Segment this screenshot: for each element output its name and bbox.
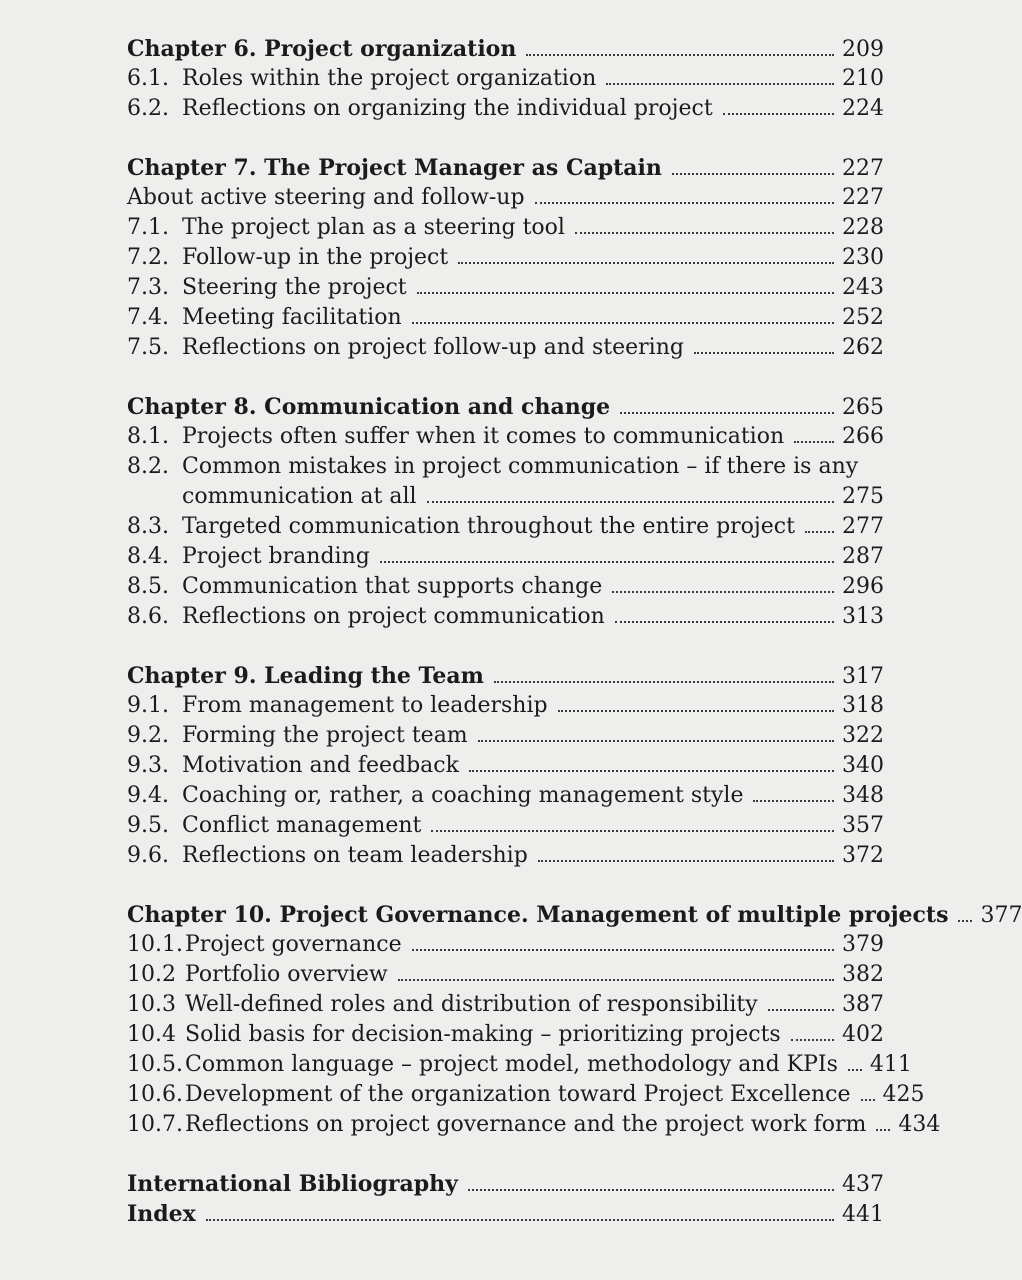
dot-leader xyxy=(538,860,834,862)
toc-page-number: 230 xyxy=(842,245,884,270)
toc-chapter-heading xyxy=(127,153,884,183)
toc-entry xyxy=(127,691,884,721)
toc-entry-number: 10.3 xyxy=(127,992,176,1017)
toc-entry xyxy=(127,1110,941,1140)
dot-leader xyxy=(468,1189,834,1191)
toc-entry-title: Targeted communication throughout the entire project xyxy=(182,514,795,539)
toc-entry-title: Portfolio overview xyxy=(185,962,388,987)
dot-leader xyxy=(478,740,834,742)
toc-section-chapter-8 xyxy=(127,392,884,632)
toc-section-chapter-6 xyxy=(127,34,884,124)
toc-entry xyxy=(127,841,884,871)
dot-leader xyxy=(694,352,834,354)
toc-page-number: 387 xyxy=(842,992,884,1017)
toc-entry-continuation xyxy=(127,482,884,512)
dot-leader xyxy=(469,770,834,772)
toc-entry xyxy=(127,213,884,243)
toc-entry-number: 10.7. xyxy=(127,1112,183,1137)
toc-entry xyxy=(127,422,884,452)
toc-entry-number: 7.1. xyxy=(127,215,169,240)
toc-entry xyxy=(127,930,884,960)
toc-entry-title: Motivation and feedback xyxy=(182,753,459,778)
toc-entry xyxy=(127,1050,912,1080)
toc-entry-number: 10.2 xyxy=(127,962,176,987)
toc-page-number: 382 xyxy=(842,962,884,987)
toc-entry-title: About active steering and follow-up xyxy=(127,185,525,210)
dot-leader xyxy=(791,1039,834,1041)
dot-leader xyxy=(958,920,972,922)
toc-entry xyxy=(127,781,884,811)
toc-entry-number: 9.2. xyxy=(127,723,169,748)
toc-page-number: 318 xyxy=(842,693,884,718)
toc-entry xyxy=(127,721,884,751)
toc-page-number: 313 xyxy=(842,604,884,629)
toc-page-number: 228 xyxy=(842,215,884,240)
dot-leader xyxy=(431,830,834,832)
toc-entry-title: Reflections on team leadership xyxy=(182,843,528,868)
toc-entry xyxy=(127,273,884,303)
toc-page-number: 262 xyxy=(842,335,884,360)
toc-entry-number: 8.3. xyxy=(127,514,169,539)
toc-entry-title: Project branding xyxy=(182,544,370,569)
toc-entry xyxy=(127,64,884,94)
toc-page-number: 210 xyxy=(842,66,884,91)
dot-leader xyxy=(612,591,834,593)
dot-leader xyxy=(768,1009,834,1011)
toc-entry-number: 10.5. xyxy=(127,1052,183,1077)
toc-section-chapter-10 xyxy=(127,900,1022,1140)
toc-page-number: 441 xyxy=(842,1202,884,1227)
toc-page-number: 243 xyxy=(842,275,884,300)
toc-entry-title: Roles within the project organization xyxy=(182,66,597,91)
toc-page-number: 287 xyxy=(842,544,884,569)
toc-entry-title: Coaching or, rather, a coaching management style xyxy=(182,783,744,808)
toc-chapter-heading xyxy=(127,34,884,64)
toc-entry-title: Solid basis for decision-making – prioritizing projects xyxy=(185,1022,781,1047)
toc-entry-title: Reflections on project follow-up and steering xyxy=(182,335,684,360)
dot-leader xyxy=(606,83,834,85)
toc-entry-number: 8.4. xyxy=(127,544,169,569)
toc-entry xyxy=(127,512,884,542)
dot-leader xyxy=(558,710,834,712)
toc-entry xyxy=(127,751,884,781)
dot-leader xyxy=(412,949,834,951)
dot-leader xyxy=(412,322,834,324)
toc-page-number: 317 xyxy=(842,664,884,689)
toc-chapter-title: Chapter 9. Leading the Team xyxy=(127,663,484,689)
toc-entry-number: 7.4. xyxy=(127,305,169,330)
toc-entry-index xyxy=(127,1199,884,1229)
toc-entry-number: 10.1. xyxy=(127,932,183,957)
toc-page-number: 340 xyxy=(842,753,884,778)
toc-entry-title: Index xyxy=(127,1201,196,1227)
toc-chapter-title: Chapter 7. The Project Manager as Captain xyxy=(127,155,662,181)
toc-page-number: 434 xyxy=(898,1112,941,1137)
toc-entry-number: 6.1. xyxy=(127,66,169,91)
toc-page-number: 266 xyxy=(842,424,884,449)
toc-entry xyxy=(127,303,884,333)
dot-leader xyxy=(848,1069,862,1071)
toc-entry-number: 8.6. xyxy=(127,604,169,629)
toc-entry-title: International Bibliography xyxy=(127,1171,458,1197)
toc-chapter-heading xyxy=(127,900,1022,930)
toc-page-number: 275 xyxy=(842,484,884,509)
toc-entry-title: Reflections on organizing the individual project xyxy=(182,96,713,121)
toc-page-number: 277 xyxy=(842,514,884,539)
toc-entry-title: Well-defined roles and distribution of responsibility xyxy=(185,992,758,1017)
toc-entry-title: From management to leadership xyxy=(182,693,548,718)
toc-entry-title: Projects often suffer when it comes to communication xyxy=(182,424,785,449)
dot-leader xyxy=(723,113,834,115)
toc-page-number: 411 xyxy=(869,1052,912,1077)
dot-leader xyxy=(494,681,834,683)
dot-leader xyxy=(427,501,834,503)
toc-entry xyxy=(127,572,884,602)
toc-entry-bibliography xyxy=(127,1169,884,1199)
toc-section-chapter-9 xyxy=(127,661,884,871)
dot-leader xyxy=(575,232,834,234)
toc-page-number: 377 xyxy=(980,903,1022,928)
toc-page-number: 357 xyxy=(842,813,884,838)
toc-end-matter xyxy=(127,1169,884,1229)
toc-page-number: 322 xyxy=(842,723,884,748)
toc-entry-title: Communication that supports change xyxy=(182,574,603,599)
toc-entry xyxy=(127,333,884,363)
toc-page-number: 227 xyxy=(842,156,884,181)
dot-leader xyxy=(615,621,834,623)
toc-entry-number: 8.1. xyxy=(127,424,169,449)
toc-page-number: 265 xyxy=(842,395,884,420)
toc-chapter-title: Chapter 8. Communication and change xyxy=(127,394,611,420)
toc-entry-number: 9.5. xyxy=(127,813,169,838)
toc-entry xyxy=(127,183,884,213)
toc-entry xyxy=(127,990,884,1020)
dot-leader xyxy=(620,412,834,414)
dot-leader xyxy=(876,1129,890,1131)
toc-page-number: 224 xyxy=(842,96,884,121)
toc-entry xyxy=(127,811,884,841)
toc-entry-title: Development of the organization toward Project Excellence xyxy=(185,1082,851,1107)
toc-entry-number: 8.5. xyxy=(127,574,169,599)
dot-leader xyxy=(458,262,834,264)
toc-entry-number: 6.2. xyxy=(127,96,169,121)
toc-page-number: 227 xyxy=(842,185,884,210)
toc-chapter-heading xyxy=(127,661,884,691)
toc-entry xyxy=(127,960,884,990)
toc-chapter-heading xyxy=(127,392,884,422)
toc-entry-title: The project plan as a steering tool xyxy=(182,215,565,240)
toc-entry-number: 10.4 xyxy=(127,1022,176,1047)
dot-leader xyxy=(753,800,834,802)
toc-entry xyxy=(127,1080,925,1110)
toc-entry-number: 9.6. xyxy=(127,843,169,868)
toc-entry-title: Project governance xyxy=(185,932,402,957)
toc-entry xyxy=(127,94,884,124)
toc-chapter-title: Chapter 10. Project Governance. Management of multiple projects xyxy=(127,902,949,928)
dot-leader xyxy=(535,202,834,204)
toc-entry-number: 9.3. xyxy=(127,753,169,778)
toc-entry-title: Steering the project xyxy=(182,275,407,300)
toc-entry-title: Forming the project team xyxy=(182,723,468,748)
toc-page-number: 372 xyxy=(842,843,884,868)
toc-entry-title: Common mistakes in project communication – if there is any xyxy=(182,454,859,479)
toc-entry-number: 7.5. xyxy=(127,335,169,360)
toc-entry-title-continued: communication at all xyxy=(182,484,417,509)
toc-entry-number: 10.6. xyxy=(127,1082,183,1107)
toc-entry xyxy=(127,1020,884,1050)
toc-entry-number: 7.2. xyxy=(127,245,169,270)
toc-entry xyxy=(127,602,884,632)
toc-entry-title: Reflections on project governance and the project work form xyxy=(185,1112,867,1137)
toc-entry-number: 9.1. xyxy=(127,693,169,718)
toc-entry xyxy=(127,243,884,273)
toc-page-number: 379 xyxy=(842,932,884,957)
toc-entry-number: 9.4. xyxy=(127,783,169,808)
toc-page-number: 402 xyxy=(842,1022,884,1047)
toc-entry xyxy=(127,542,884,572)
toc-page-number: 296 xyxy=(842,574,884,599)
dot-leader xyxy=(794,441,834,443)
dot-leader xyxy=(805,531,834,533)
dot-leader xyxy=(861,1099,875,1101)
toc-page-number: 348 xyxy=(842,783,884,808)
toc-page-number: 252 xyxy=(842,305,884,330)
dot-leader xyxy=(672,173,834,175)
toc-entry-number: 8.2. xyxy=(127,454,169,479)
dot-leader xyxy=(206,1219,834,1221)
toc-section-chapter-7 xyxy=(127,153,884,363)
toc-entry xyxy=(127,452,884,482)
dot-leader xyxy=(398,979,834,981)
toc-entry-title: Conflict management xyxy=(182,813,422,838)
toc-entry-title: Common language – project model, methodology and KPIs xyxy=(185,1052,838,1077)
toc-entry-title: Meeting facilitation xyxy=(182,305,402,330)
dot-leader xyxy=(526,54,834,56)
toc-entry-title: Follow-up in the project xyxy=(182,245,449,270)
toc-entry-number: 7.3. xyxy=(127,275,169,300)
toc-chapter-title: Chapter 6. Project organization xyxy=(127,36,517,62)
dot-leader xyxy=(380,561,834,563)
toc-page-number: 209 xyxy=(842,37,884,62)
dot-leader xyxy=(417,292,834,294)
toc-page-number: 425 xyxy=(882,1082,925,1107)
toc-entry-title: Reflections on project communication xyxy=(182,604,605,629)
toc-page-number: 437 xyxy=(842,1172,884,1197)
